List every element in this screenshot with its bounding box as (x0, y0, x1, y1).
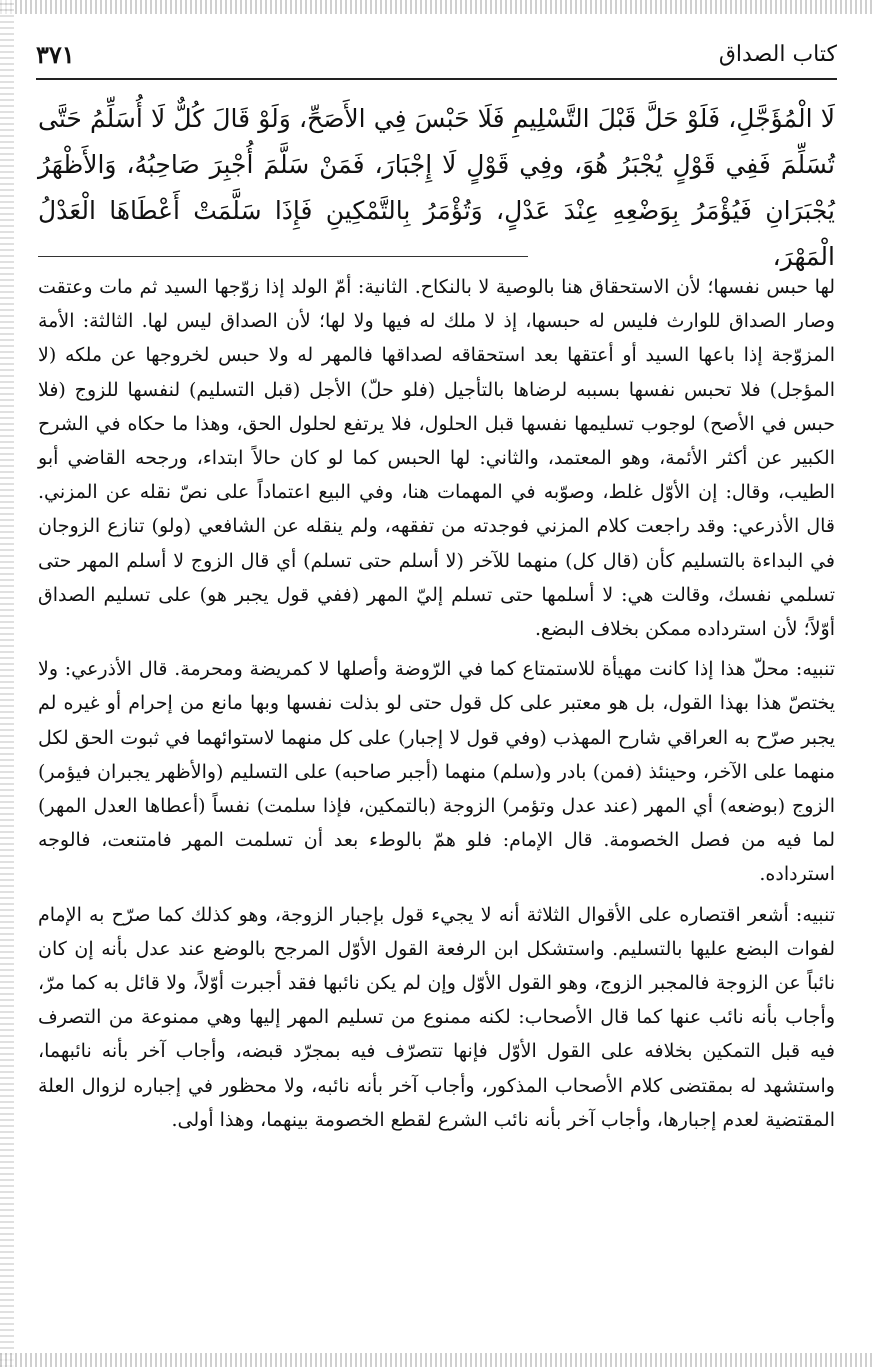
tanbih-paragraph: تنبيه: محلّ هذا إذا كانت مهيأة للاستمتاع كما في الرّوضة وأصلها لا كمريضة ومحرمة. قال الأذرعي: ولا يختصّ هذا بهذا القول، بل هو معتبر على كل قول حتى لو بذلت نفسها وبها مانع من إحرام أو غيره لم يجبر صرّح به العراقي شارح المهذب (وفي قول لا إجبار) على كل منهما لاستوائهما في ثبوت الحق لكل منهما على الآخر، وحينئذ (فمن) بادر و(سلم) منهما (أجبر صاحبه) على التسليم (والأظهر يجبران فيؤمر) الزوج (بوضعه) أي المهر (عند عدل وتؤمر) الزوجة (بالتمكين، فإذا سلمت) نفساً (أعطاها العدل المهر) لما فيه من فصل الخصومة. قال الإمام: فلو همّ بالوطء بعد أن تسلمت المهر فامتنعت، فالوجه استرداده. (38, 658, 835, 886)
book-title: كتاب الصداق (718, 42, 837, 67)
page-header (36, 38, 837, 80)
commentary-paragraph: لها حبس نفسها؛ لأن الاستحقاق هنا بالوصية لا بالنكاح. الثانية: أمّ الولد إذا زوّجها السيد ثم مات وعتقت وصار الصداق للوارث فليس له حبسها، إذ لا ملك له فيها ولا لها؛ لأن الصداق ليس لها. الثالثة: الأمة المزوّجة إذا باعها السيد أو أعتقها بعد استحقاقه لصداقها فالمهر له ولا حبس لخروجها عن ملكه (لا المؤجل) فلا تحبس نفسها بسببه لرضاها بالتأجيل (فلو حلّ) الأجل (قبل التسليم) لنفسها للزوج (فلا حبس في الأصح) لوجوب تسليمها نفسها قبل الحلول، فلا يرتفع لحلول الحق، وهذا ما حكاه في الشرح الكبير عن أكثر الأئمة، وهو المعتمد، والثاني: لها الحبس كما لو كان حالاً ابتداء، ورجحه القاضي أبو الطيب، وقال: إن الأوّل غلط، وصوّبه في المهمات هنا، وفي البيع اعتماداً على نصّ نقله عن المزني. قال الأذرعي: وقد راجعت كلام المزني فوجدته من تفقهه، ولم ينقله عن الشافعي (ولو) تنازع الزوجان في البداءة بالتسليم كأن (قال كل) منهما للآخر (لا أسلم حتى تسلم) أي قال الزوج لا أسلم المهر حتى تسلمي نفسك، وقالت هي: لا أسلمها حتى تسلم إليّ المهر (ففي قول يجبر هو) على تسليم الصداق أوّلاً؛ لأن استرداده ممكن بخلاف البضع. (38, 276, 835, 641)
matn-text: لَا الْمُؤَجَّلِ، فَلَوْ حَلَّ قَبْلَ التَّسْلِيمِ فَلَا حَبْسَ فِي الأَصَحِّ، وَلَوْ قَالَ كُلٌّ لَا أُسَلِّمُ حَتَّى تُسَلِّمَ فَفِي قَوْلٍ يُجْبَرُ هُوَ، وفِي قَوْلٍ لَا إِجْبَارَ، فَمَنْ سَلَّمَ أُجْبِرَ صَاحِبُهُ، وَالأَظْهَرُ يُجْبَرَانِ فَيُؤْمَرُ بِوَضْعِهِ عِنْدَ عَدْلٍ، وَتُؤْمَرُ بِالتَّمْكِينِ فَإِذَا سَلَّمَتْ أَعْطَاهَا الْعَدْلُ الْمَهْرَ، (38, 104, 835, 271)
page-number: ٣٧١ (36, 40, 75, 69)
matn-separator-line (38, 256, 528, 257)
tanbih-paragraph: تنبيه: أشعر اقتصاره على الأقوال الثلاثة أنه لا يجيء قول بإجبار الزوجة، وهو كذلك كما صرّح به الإمام لفوات البضع عليها بالتسليم. واستشكل ابن الرفعة القول الأوّل المرجح بالوضع عند عدل بأنه إن كان نائباً عن الزوجة فالمجبر الزوج، وهو القول الأوّل وإن لم يكن نائبها فقد أجبرت أوّلاً، ولا قائل به كما مرّ، وأجاب بأنه نائب عنها كما قال الأصحاب: لكنه ممنوع من تسليم المهر إليها وهي ممنوعة من التصرف فيه قبل التمكين بخلافه على القول الأوّل فإنها تتصرّف فيه بمجرّد قبضه، وأجاب آخر بأنه نائبهما، واستشهد له بمقتضى كلام الأصحاب المذكور، وأجاب آخر بأنه نائبه، ولا محظور في إجباره لزوال العلة المقتضية لعدم إجبارها، وأجاب آخر بأنه نائب الشرع لقطع الخصومة بينهما، وهذا أولى. (38, 903, 835, 1131)
ornamental-border-top (0, 0, 873, 14)
commentary-body (38, 270, 835, 1141)
ornamental-border-left (0, 0, 14, 1367)
ornamental-border-bottom (0, 1353, 873, 1367)
